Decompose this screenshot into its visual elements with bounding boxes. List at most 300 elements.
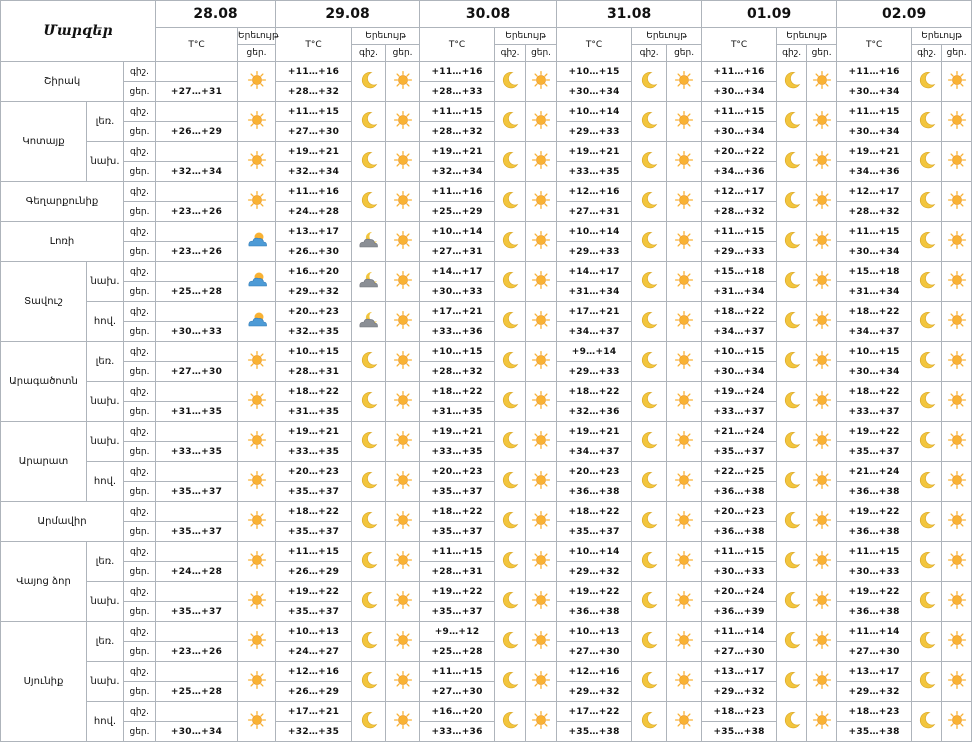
temperature-cell bbox=[156, 222, 238, 242]
sun-icon bbox=[947, 550, 967, 573]
crescent-moon-icon bbox=[917, 630, 937, 653]
temperature-cell: +35…+37 bbox=[276, 482, 352, 502]
temperature-cell: +35…+37 bbox=[156, 482, 238, 502]
sun-icon bbox=[247, 510, 267, 533]
temperature-cell: +17…+21 bbox=[420, 302, 495, 322]
temperature-cell: +11…+15 bbox=[837, 542, 912, 562]
table-row bbox=[1, 622, 972, 642]
temperature-cell: +35…+37 bbox=[837, 442, 912, 462]
crescent-moon-icon bbox=[917, 350, 937, 373]
table-row bbox=[1, 462, 972, 482]
temperature-cell bbox=[156, 622, 238, 642]
temperature-cell: +27…+30 bbox=[702, 642, 777, 662]
temperature-cell: +35…+37 bbox=[420, 482, 495, 502]
temperature-cell: +11…+15 bbox=[702, 102, 777, 122]
table-row bbox=[1, 62, 972, 82]
table-row bbox=[1, 222, 972, 242]
time-of-day: ցեր. bbox=[124, 322, 156, 342]
temperature-cell: +27…+30 bbox=[420, 682, 495, 702]
crescent-moon-icon bbox=[917, 230, 937, 253]
crescent-moon-icon bbox=[359, 550, 379, 573]
sun-icon bbox=[947, 110, 967, 133]
crescent-moon-icon bbox=[639, 590, 659, 613]
crescent-moon-icon bbox=[639, 430, 659, 453]
crescent-moon-icon bbox=[359, 590, 379, 613]
crescent-moon-icon bbox=[500, 270, 520, 293]
temperature-cell: +24…+28 bbox=[156, 562, 238, 582]
table-row bbox=[1, 382, 972, 402]
time-of-day: ցեր. bbox=[124, 82, 156, 102]
region-name: Արմավիր bbox=[1, 502, 124, 542]
temperature-cell: +34…+37 bbox=[557, 442, 632, 462]
temperature-cell: +36…+38 bbox=[557, 602, 632, 622]
crescent-moon-icon bbox=[782, 270, 802, 293]
temperature-cell bbox=[156, 102, 238, 122]
moon-behind-cloud-icon bbox=[357, 310, 381, 333]
temperature-cell: +11…+16 bbox=[276, 62, 352, 82]
crescent-moon-icon bbox=[782, 390, 802, 413]
sun-icon bbox=[674, 230, 694, 253]
region-name: Սյունիք bbox=[1, 622, 87, 742]
sun-icon bbox=[247, 670, 267, 693]
temperature-cell: +28…+31 bbox=[276, 362, 352, 382]
sun-icon bbox=[531, 190, 551, 213]
subregion-label: լեռ. bbox=[87, 622, 124, 662]
sun-icon bbox=[531, 430, 551, 453]
temperature-cell: +35…+37 bbox=[557, 522, 632, 542]
temperature-cell: +11…+16 bbox=[420, 182, 495, 202]
temperature-cell: +10…+14 bbox=[420, 222, 495, 242]
temperature-cell: +31…+34 bbox=[702, 282, 777, 302]
time-of-day: ցեր. bbox=[124, 202, 156, 222]
date-header: 02.09 bbox=[837, 1, 972, 28]
crescent-moon-icon bbox=[500, 350, 520, 373]
temperature-cell: +28…+31 bbox=[420, 562, 495, 582]
sun-behind-cloud-icon bbox=[245, 230, 269, 253]
temperature-cell: +32…+35 bbox=[276, 722, 352, 742]
sun-icon bbox=[393, 430, 413, 453]
sun-icon bbox=[812, 510, 832, 533]
sun-icon bbox=[531, 70, 551, 93]
header-row-dates bbox=[1, 1, 972, 28]
sun-icon bbox=[674, 70, 694, 93]
temperature-cell: +18…+23 bbox=[702, 702, 777, 722]
sun-icon bbox=[531, 390, 551, 413]
sun-icon bbox=[674, 550, 694, 573]
table-row bbox=[1, 342, 972, 362]
sun-icon bbox=[393, 230, 413, 253]
sun-icon bbox=[947, 270, 967, 293]
sun-icon bbox=[947, 190, 967, 213]
sun-icon bbox=[812, 430, 832, 453]
crescent-moon-icon bbox=[359, 150, 379, 173]
subregion-label: նախ. bbox=[87, 262, 124, 302]
crescent-moon-icon bbox=[500, 470, 520, 493]
temperature-cell: +23…+26 bbox=[156, 642, 238, 662]
weather-header: Երեւույթ bbox=[238, 28, 276, 45]
sun-icon bbox=[247, 350, 267, 373]
temperature-cell: +27…+31 bbox=[420, 242, 495, 262]
temperature-cell: +20…+23 bbox=[702, 502, 777, 522]
temperature-cell: +36…+38 bbox=[837, 602, 912, 622]
temperature-cell: +13…+17 bbox=[702, 662, 777, 682]
sun-icon bbox=[247, 710, 267, 733]
sun-icon bbox=[947, 590, 967, 613]
subregion-label: լեռ. bbox=[87, 542, 124, 582]
temperature-cell bbox=[156, 382, 238, 402]
sun-icon bbox=[393, 350, 413, 373]
crescent-moon-icon bbox=[917, 70, 937, 93]
time-of-day: գիշ. bbox=[124, 222, 156, 242]
temperature-cell: +11…+16 bbox=[276, 182, 352, 202]
temperature-cell: +35…+37 bbox=[276, 602, 352, 622]
time-of-day: գիշ. bbox=[124, 502, 156, 522]
region-name: Շիրակ bbox=[1, 62, 124, 102]
crescent-moon-icon bbox=[782, 670, 802, 693]
crescent-moon-icon bbox=[917, 710, 937, 733]
sun-icon bbox=[247, 110, 267, 133]
sun-icon bbox=[812, 310, 832, 333]
crescent-moon-icon bbox=[500, 190, 520, 213]
sun-icon bbox=[393, 190, 413, 213]
temperature-cell: +34…+37 bbox=[557, 322, 632, 342]
temperature-cell: +30…+34 bbox=[702, 362, 777, 382]
temperature-cell: +11…+15 bbox=[276, 102, 352, 122]
temperature-cell: +29…+32 bbox=[702, 682, 777, 702]
sun-icon bbox=[247, 190, 267, 213]
temperature-cell: +30…+33 bbox=[702, 562, 777, 582]
date-header: 29.08 bbox=[276, 1, 420, 28]
table-row bbox=[1, 582, 972, 602]
sun-icon bbox=[393, 390, 413, 413]
temp-header: T°C bbox=[276, 28, 352, 62]
sun-icon bbox=[812, 390, 832, 413]
subregion-label: լեռ. bbox=[87, 102, 124, 142]
temperature-cell: +24…+28 bbox=[276, 202, 352, 222]
crescent-moon-icon bbox=[782, 470, 802, 493]
temperature-cell: +20…+24 bbox=[702, 582, 777, 602]
crescent-moon-icon bbox=[639, 390, 659, 413]
temperature-cell: +18…+22 bbox=[557, 502, 632, 522]
region-name: Տավուշ bbox=[1, 262, 87, 342]
crescent-moon-icon bbox=[359, 470, 379, 493]
time-of-day: ցեր. bbox=[124, 522, 156, 542]
temperature-cell: +10…+15 bbox=[837, 342, 912, 362]
sun-icon bbox=[674, 510, 694, 533]
crescent-moon-icon bbox=[500, 630, 520, 653]
crescent-moon-icon bbox=[917, 510, 937, 533]
night-subheader: գիշ. bbox=[495, 45, 526, 62]
temperature-cell: +29…+33 bbox=[557, 122, 632, 142]
temperature-cell: +13…+17 bbox=[837, 662, 912, 682]
time-of-day: գիշ. bbox=[124, 262, 156, 282]
temperature-cell: +18…+22 bbox=[837, 302, 912, 322]
time-of-day: գիշ. bbox=[124, 582, 156, 602]
time-of-day: ցեր. bbox=[124, 482, 156, 502]
time-of-day: ցեր. bbox=[124, 602, 156, 622]
sun-icon bbox=[674, 430, 694, 453]
temperature-cell: +12…+17 bbox=[702, 182, 777, 202]
temperature-cell: +30…+33 bbox=[420, 282, 495, 302]
temperature-cell: +10…+14 bbox=[557, 542, 632, 562]
temperature-cell: +19…+22 bbox=[557, 582, 632, 602]
sun-icon bbox=[531, 710, 551, 733]
temperature-cell: +9…+14 bbox=[557, 342, 632, 362]
sun-icon bbox=[812, 350, 832, 373]
crescent-moon-icon bbox=[359, 70, 379, 93]
sun-icon bbox=[812, 70, 832, 93]
temperature-cell: +26…+29 bbox=[156, 122, 238, 142]
crescent-moon-icon bbox=[500, 710, 520, 733]
temperature-cell: +25…+29 bbox=[420, 202, 495, 222]
day-subheader: ցեր. bbox=[807, 45, 837, 62]
weather-header: Երեւույթ bbox=[352, 28, 420, 45]
temperature-cell: +30…+34 bbox=[702, 82, 777, 102]
time-of-day: ցեր. bbox=[124, 722, 156, 742]
temperature-cell: +35…+38 bbox=[837, 722, 912, 742]
crescent-moon-icon bbox=[782, 430, 802, 453]
temperature-cell: +19…+21 bbox=[276, 422, 352, 442]
sun-icon bbox=[674, 310, 694, 333]
temperature-cell: +11…+16 bbox=[837, 62, 912, 82]
day-subheader: ցեր. bbox=[238, 45, 276, 62]
sun-icon bbox=[812, 110, 832, 133]
temperature-cell bbox=[156, 302, 238, 322]
crescent-moon-icon bbox=[359, 510, 379, 533]
sun-icon bbox=[247, 550, 267, 573]
temperature-cell bbox=[156, 62, 238, 82]
sun-icon bbox=[247, 470, 267, 493]
region-name: Լոռի bbox=[1, 222, 124, 262]
date-header: 30.08 bbox=[420, 1, 557, 28]
temperature-cell: +20…+23 bbox=[420, 462, 495, 482]
temperature-cell: +36…+39 bbox=[702, 602, 777, 622]
crescent-moon-icon bbox=[639, 510, 659, 533]
temperature-cell: +34…+36 bbox=[702, 162, 777, 182]
temperature-cell: +29…+32 bbox=[557, 562, 632, 582]
temperature-cell: +32…+36 bbox=[557, 402, 632, 422]
temperature-cell: +19…+22 bbox=[420, 582, 495, 602]
temperature-cell bbox=[156, 542, 238, 562]
temperature-cell: +30…+34 bbox=[702, 122, 777, 142]
sun-icon bbox=[812, 190, 832, 213]
time-of-day: գիշ. bbox=[124, 382, 156, 402]
table-row bbox=[1, 102, 972, 122]
temperature-cell: +36…+38 bbox=[702, 522, 777, 542]
temperature-cell: +26…+30 bbox=[276, 242, 352, 262]
sun-icon bbox=[812, 230, 832, 253]
sun-icon bbox=[247, 430, 267, 453]
crescent-moon-icon bbox=[917, 470, 937, 493]
crescent-moon-icon bbox=[639, 110, 659, 133]
sun-icon bbox=[674, 710, 694, 733]
temperature-cell: +9…+12 bbox=[420, 622, 495, 642]
table-row bbox=[1, 262, 972, 282]
temperature-cell: +28…+32 bbox=[276, 82, 352, 102]
crescent-moon-icon bbox=[782, 70, 802, 93]
sun-icon bbox=[393, 270, 413, 293]
sun-icon bbox=[947, 390, 967, 413]
crescent-moon-icon bbox=[782, 550, 802, 573]
temperature-cell: +25…+28 bbox=[156, 682, 238, 702]
time-of-day: գիշ. bbox=[124, 62, 156, 82]
date-header: 01.09 bbox=[702, 1, 837, 28]
temperature-cell bbox=[156, 502, 238, 522]
temperature-cell: +11…+15 bbox=[420, 662, 495, 682]
temperature-cell: +15…+18 bbox=[702, 262, 777, 282]
temperature-cell: +27…+30 bbox=[156, 362, 238, 382]
crescent-moon-icon bbox=[917, 590, 937, 613]
region-name: Արարատ bbox=[1, 422, 87, 502]
temperature-cell: +18…+22 bbox=[837, 382, 912, 402]
sun-icon bbox=[947, 510, 967, 533]
sun-icon bbox=[674, 150, 694, 173]
table-row bbox=[1, 302, 972, 322]
crescent-moon-icon bbox=[782, 630, 802, 653]
sun-icon bbox=[247, 630, 267, 653]
temperature-cell: +23…+26 bbox=[156, 242, 238, 262]
crescent-moon-icon bbox=[500, 230, 520, 253]
temperature-cell: +11…+15 bbox=[702, 222, 777, 242]
page-title: Մարզեր bbox=[1, 1, 156, 62]
sun-icon bbox=[531, 470, 551, 493]
sun-icon bbox=[812, 710, 832, 733]
temperature-cell: +10…+13 bbox=[276, 622, 352, 642]
table-row bbox=[1, 422, 972, 442]
night-subheader: գիշ. bbox=[352, 45, 386, 62]
time-of-day: գիշ. bbox=[124, 462, 156, 482]
crescent-moon-icon bbox=[500, 150, 520, 173]
sun-icon bbox=[674, 590, 694, 613]
temperature-cell: +14…+17 bbox=[420, 262, 495, 282]
temperature-cell: +30…+33 bbox=[837, 562, 912, 582]
temperature-cell: +29…+32 bbox=[276, 282, 352, 302]
crescent-moon-icon bbox=[639, 150, 659, 173]
time-of-day: ցեր. bbox=[124, 242, 156, 262]
temperature-cell bbox=[156, 262, 238, 282]
temperature-cell: +11…+16 bbox=[702, 62, 777, 82]
temperature-cell: +19…+22 bbox=[276, 582, 352, 602]
sun-behind-cloud-icon bbox=[245, 310, 269, 333]
sun-icon bbox=[247, 390, 267, 413]
crescent-moon-icon bbox=[639, 550, 659, 573]
moon-behind-cloud-icon bbox=[357, 230, 381, 253]
time-of-day: գիշ. bbox=[124, 142, 156, 162]
time-of-day: գիշ. bbox=[124, 542, 156, 562]
sun-icon bbox=[947, 710, 967, 733]
time-of-day: գիշ. bbox=[124, 342, 156, 362]
crescent-moon-icon bbox=[359, 190, 379, 213]
sun-icon bbox=[531, 550, 551, 573]
temperature-cell: +10…+14 bbox=[557, 222, 632, 242]
table-row bbox=[1, 182, 972, 202]
crescent-moon-icon bbox=[359, 390, 379, 413]
crescent-moon-icon bbox=[639, 630, 659, 653]
sun-icon bbox=[393, 670, 413, 693]
temperature-cell bbox=[156, 702, 238, 722]
sun-icon bbox=[947, 230, 967, 253]
sun-icon bbox=[247, 590, 267, 613]
temperature-cell: +32…+35 bbox=[276, 322, 352, 342]
temperature-cell: +10…+15 bbox=[420, 342, 495, 362]
temperature-cell: +33…+35 bbox=[420, 442, 495, 462]
sun-icon bbox=[674, 270, 694, 293]
sun-icon bbox=[947, 470, 967, 493]
temperature-cell: +15…+18 bbox=[837, 262, 912, 282]
sun-icon bbox=[947, 670, 967, 693]
temperature-cell: +28…+32 bbox=[420, 122, 495, 142]
crescent-moon-icon bbox=[782, 590, 802, 613]
time-of-day: ցեր. bbox=[124, 642, 156, 662]
temperature-cell: +30…+34 bbox=[837, 242, 912, 262]
day-subheader: ցեր. bbox=[386, 45, 420, 62]
time-of-day: ցեր. bbox=[124, 562, 156, 582]
crescent-moon-icon bbox=[359, 710, 379, 733]
sun-icon bbox=[393, 710, 413, 733]
crescent-moon-icon bbox=[639, 190, 659, 213]
day-subheader: ցեր. bbox=[942, 45, 972, 62]
date-header: 31.08 bbox=[557, 1, 702, 28]
sun-icon bbox=[531, 110, 551, 133]
temperature-cell: +11…+14 bbox=[837, 622, 912, 642]
crescent-moon-icon bbox=[359, 350, 379, 373]
temperature-cell: +10…+13 bbox=[557, 622, 632, 642]
temperature-cell: +20…+23 bbox=[557, 462, 632, 482]
subregion-label: հով. bbox=[87, 462, 124, 502]
temperature-cell: +33…+37 bbox=[702, 402, 777, 422]
temp-header: T°C bbox=[837, 28, 912, 62]
crescent-moon-icon bbox=[782, 510, 802, 533]
temperature-cell: +18…+22 bbox=[276, 502, 352, 522]
temperature-cell: +11…+15 bbox=[837, 102, 912, 122]
temperature-cell: +19…+21 bbox=[837, 142, 912, 162]
sun-icon bbox=[393, 590, 413, 613]
table-row bbox=[1, 662, 972, 682]
sun-icon bbox=[531, 270, 551, 293]
sun-icon bbox=[674, 190, 694, 213]
temperature-cell bbox=[156, 142, 238, 162]
sun-icon bbox=[812, 670, 832, 693]
temperature-cell: +31…+35 bbox=[420, 402, 495, 422]
night-subheader: գիշ. bbox=[632, 45, 667, 62]
temperature-cell: +27…+31 bbox=[156, 82, 238, 102]
subregion-label: նախ. bbox=[87, 382, 124, 422]
weather-header: Երեւույթ bbox=[632, 28, 702, 45]
temp-header: T°C bbox=[702, 28, 777, 62]
temperature-cell: +19…+21 bbox=[557, 422, 632, 442]
temperature-cell: +35…+38 bbox=[702, 722, 777, 742]
crescent-moon-icon bbox=[639, 470, 659, 493]
temperature-cell: +29…+33 bbox=[557, 362, 632, 382]
temperature-cell: +16…+20 bbox=[276, 262, 352, 282]
sun-icon bbox=[812, 470, 832, 493]
table-row bbox=[1, 542, 972, 562]
temperature-cell: +12…+16 bbox=[557, 182, 632, 202]
temperature-cell: +10…+14 bbox=[557, 102, 632, 122]
crescent-moon-icon bbox=[500, 70, 520, 93]
temperature-cell: +33…+36 bbox=[420, 322, 495, 342]
temperature-cell: +19…+21 bbox=[276, 142, 352, 162]
temperature-cell: +28…+32 bbox=[420, 362, 495, 382]
temperature-cell: +19…+21 bbox=[420, 422, 495, 442]
temperature-cell: +27…+30 bbox=[837, 642, 912, 662]
sun-icon bbox=[393, 110, 413, 133]
time-of-day: ցեր. bbox=[124, 402, 156, 422]
temperature-cell: +33…+37 bbox=[837, 402, 912, 422]
crescent-moon-icon bbox=[639, 70, 659, 93]
sun-icon bbox=[674, 630, 694, 653]
region-name: Վայոց ձոր bbox=[1, 542, 87, 622]
